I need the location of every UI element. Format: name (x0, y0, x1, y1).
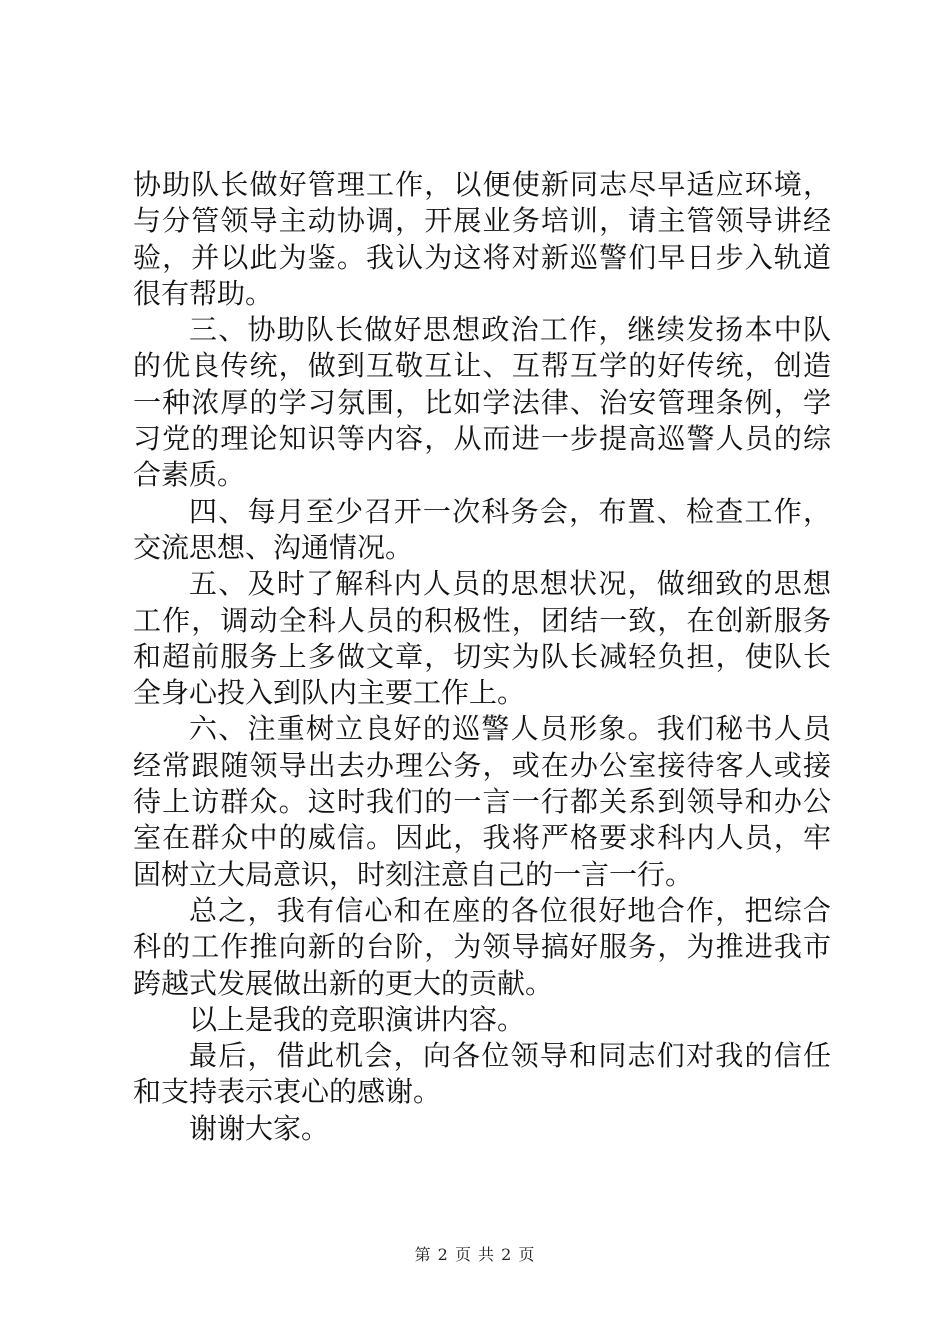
paragraph-summary: 总之，我有信心和在座的各位很好地合作，把综合科的工作推向新的台阶，为领导搞好服务，为推进我市跨越式发展做出新的更大的贡献。 (133, 893, 831, 1000)
page-number-footer: 第 2 页 共 2 页 (414, 1245, 536, 1264)
paragraph-item-four: 四、每月至少召开一次科务会，布置、检查工作，交流思想、沟通情况。 (133, 494, 831, 564)
paragraph-thanks-all: 谢谢大家。 (189, 1111, 330, 1145)
paragraph-item-five: 五、及时了解科内人员的思想状况，做细致的思想工作，调动全科人员的积极性，团结一致，在创新服务和超前服务上多做文章，切实为队长减轻负担，使队长全身心投入到队内主要工作上。 (133, 567, 831, 710)
paragraph-item-three: 三、协助队长做好思想政治工作，继续发扬本中队的优良传统，做到互敬互让、互帮互学的好传统，创造一种浓厚的学习氛围，比如学法律、治安管理条例，学习党的理论知识等内容，从而进一步提高巡警人员的综合素质。 (133, 313, 831, 492)
paragraph-continuation: 协助队长做好管理工作，以便使新同志尽早适应环境，与分管领导主动协调，开展业务培训，请主管领导讲经验，并以此为鉴。我认为这将对新巡警们早日步入轨道很有帮助。 (133, 168, 831, 310)
paragraph-closing: 以上是我的竞职演讲内容。 (189, 1002, 526, 1036)
document-body (133, 167, 831, 1147)
paragraph-item-six: 六、注重树立良好的巡警人员形象。我们秘书人员经常跟随领导出去办理公务，或在办公室接待客人或接待上访群众。这时我们的一言一行都关系到领导和办公室在群众中的威信。因此，我将严格要求科内人员，牢固树立大局意识，时刻注意自己的一言一行。 (133, 712, 831, 891)
paragraph-thanks-leaders: 最后，借此机会，向各位领导和同志们对我的信任和支持表示衷心的感谢。 (133, 1039, 831, 1109)
